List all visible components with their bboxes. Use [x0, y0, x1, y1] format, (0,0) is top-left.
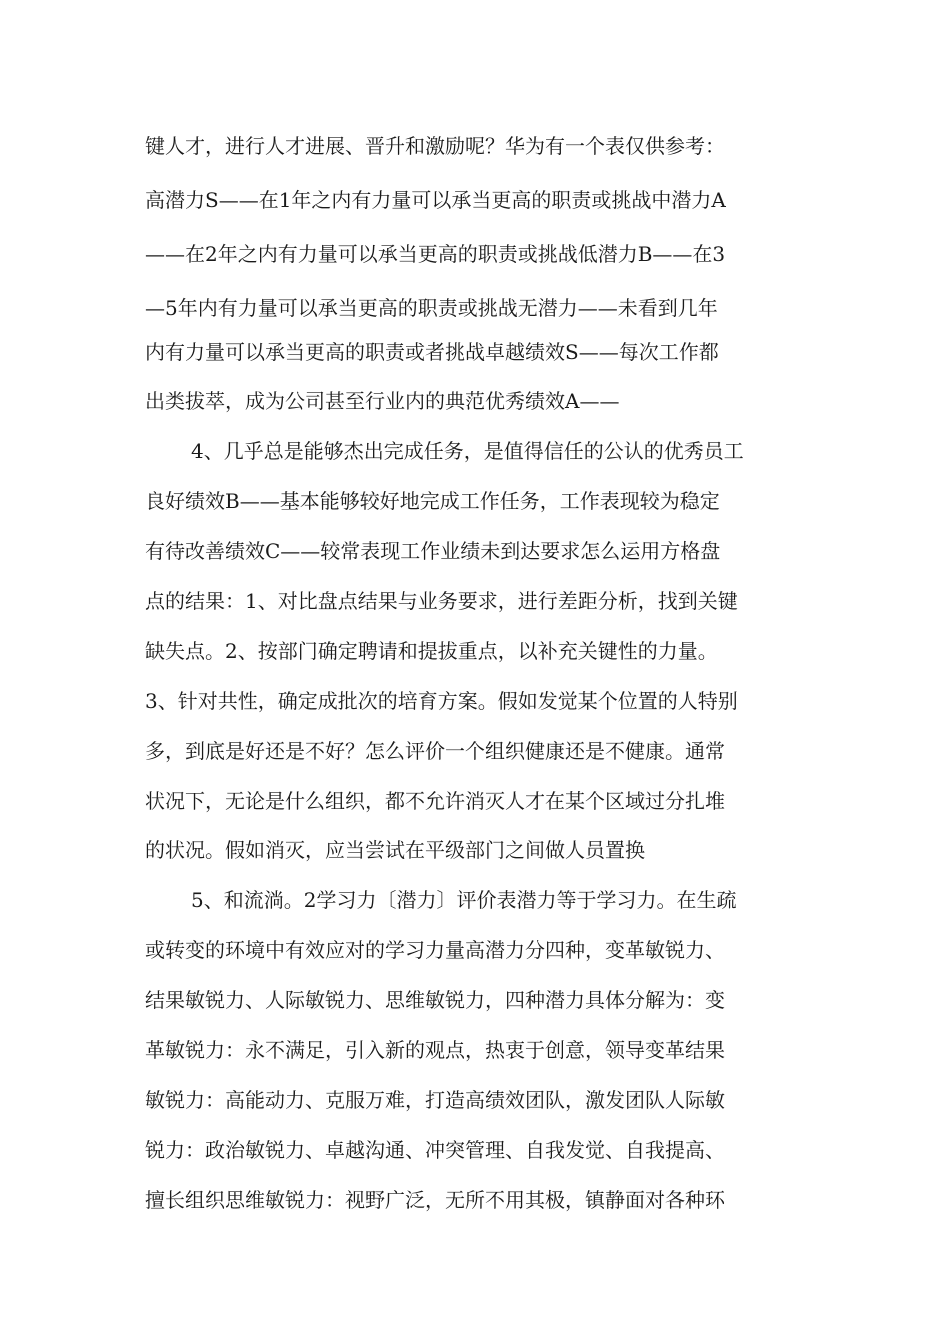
text-line: 出类拔萃，成为公司甚至行业内的典范优秀绩效A——: [145, 389, 620, 413]
text-line: 键人才，进行人才进展、晋升和激励呢？华为有一个表仅供参考：: [145, 134, 725, 158]
text-line: 点的结果：1、对比盘点结果与业务要求，进行差距分析，找到关键: [145, 589, 738, 613]
text-line: 状况下，无论是什么组织，都不允许消灭人才在某个区域过分扎堆: [145, 789, 725, 813]
paragraph-start-line: 4、几乎总是能够杰出完成任务，是值得信任的公认的优秀员工: [191, 439, 744, 463]
text-line: 锐力：政治敏锐力、卓越沟通、冲突管理、自我发觉、自我提高、: [145, 1138, 725, 1162]
text-line: 敏锐力：高能动力、克服万难，打造高绩效团队，激发团队人际敏: [145, 1088, 725, 1112]
text-line: 内有力量可以承当更高的职责或者挑战卓越绩效S——每次工作都: [145, 340, 719, 364]
text-line: —5年内有力量可以承当更高的职责或挑战无潜力——未看到几年: [145, 296, 718, 320]
text-line: 擅长组织思维敏锐力：视野广泛，无所不用其极，镇静面对各种环: [145, 1188, 725, 1212]
text-line: 有待改善绩效C——较常表现工作业绩未到达要求怎么运用方格盘: [145, 539, 721, 563]
text-line: 革敏锐力：永不满足，引入新的观点，热衷于创意，领导变革结果: [145, 1038, 725, 1062]
text-line: 3、针对共性，确定成批次的培育方案。假如发觉某个位置的人特别: [145, 689, 738, 713]
text-line: ——在2年之内有力量可以承当更高的职责或挑战低潜力B——在3: [145, 242, 726, 266]
text-line: 良好绩效B——基本能够较好地完成工作任务，工作表现较为稳定: [145, 489, 720, 513]
text-line: 缺失点。2、按部门确定聘请和提拔重点，以补充关键性的力量。: [145, 639, 718, 663]
text-line: 的状况。假如消灭，应当尝试在平级部门之间做人员置换: [145, 838, 645, 862]
text-line: 或转变的环境中有效应对的学习力量高潜力分四种，变革敏锐力、: [145, 938, 725, 962]
text-line: 结果敏锐力、人际敏锐力、思维敏锐力，四种潜力具体分解为：变: [145, 988, 725, 1012]
text-line: 高潜力S——在1年之内有力量可以承当更高的职责或挑战中潜力A: [145, 188, 726, 212]
paragraph-start-line: 5、和流淌。2学习力〔潜力〕评价表潜力等于学习力。在生疏: [191, 888, 737, 912]
text-line: 多，到底是好还是不好？怎么评价一个组织健康还是不健康。通常: [145, 739, 725, 763]
